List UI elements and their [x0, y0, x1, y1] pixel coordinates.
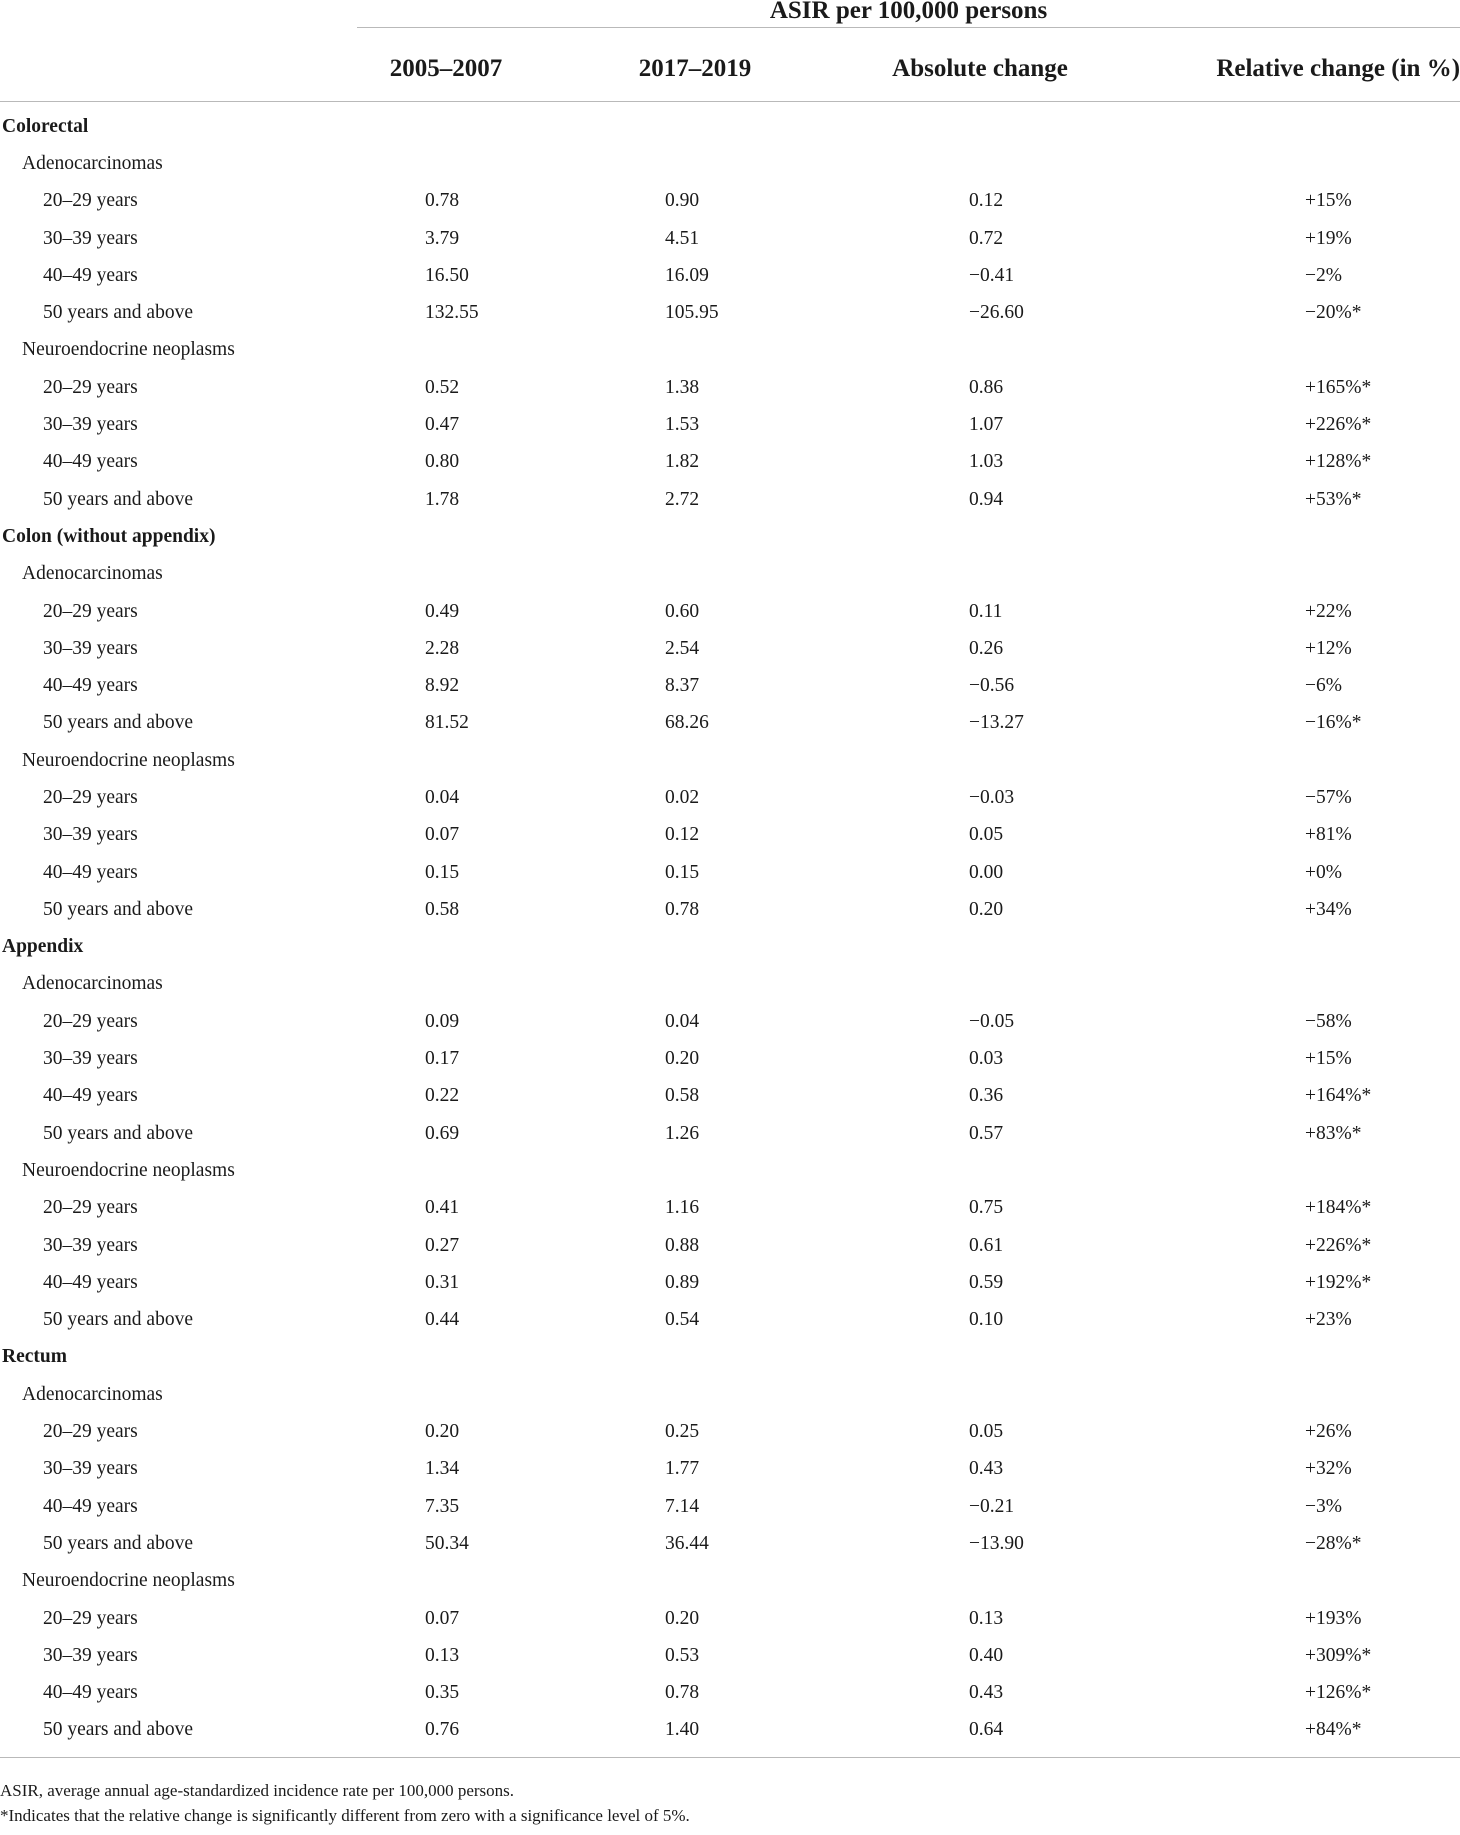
table-row [0, 183, 1460, 220]
table-row [0, 817, 1460, 854]
rate-2017-2019-cell: 1.82 [665, 451, 700, 473]
footnote-significance: *Indicates that the relative change is significantly different from zero with a significance level of 5%. [0, 1806, 690, 1825]
relative-change-cell: +32% [1305, 1458, 1352, 1480]
rate-2005-2007-cell [357, 1563, 535, 1600]
tumor-type-row [0, 556, 1460, 593]
table-row [0, 1525, 1460, 1562]
rate-2017-2019-cell: 0.20 [665, 1607, 700, 1629]
absolute-change-cell: 0.00 [969, 861, 1004, 883]
rate-2005-2007-cell: 16.50 [425, 264, 469, 286]
table-row [0, 1413, 1460, 1450]
relative-change-cell: +128%* [1305, 451, 1372, 473]
absolute-change-cell: 0.10 [969, 1309, 1004, 1331]
age-group-label: 40–49 years [43, 1495, 138, 1517]
rate-2017-2019-cell [535, 1339, 855, 1376]
rate-2017-2019-cell: 0.90 [665, 190, 700, 212]
rate-2005-2007-cell: 0.41 [425, 1197, 460, 1219]
age-group-label: 30–39 years [43, 824, 138, 846]
absolute-change-cell: 0.59 [969, 1271, 1004, 1293]
age-group-label: 30–39 years [43, 637, 138, 659]
absolute-change-cell [855, 742, 1105, 779]
rate-2005-2007-cell [357, 929, 535, 966]
rate-2017-2019-cell: 4.51 [665, 227, 700, 249]
rate-2005-2007-cell: 0.20 [425, 1421, 460, 1443]
relative-change-cell [1105, 742, 1460, 779]
absolute-change-cell: −13.90 [969, 1532, 1024, 1554]
tumor-type-label: Adenocarcinomas [22, 563, 163, 585]
relative-change-cell: +26% [1305, 1421, 1352, 1443]
relative-change-cell [1105, 1339, 1460, 1376]
age-group-label: 40–49 years [43, 451, 138, 473]
relative-change-cell: −16%* [1305, 712, 1362, 734]
age-group-label: 20–29 years [43, 1197, 138, 1219]
tumor-type-label: Adenocarcinomas [22, 1383, 163, 1405]
absolute-change-cell: 0.05 [969, 824, 1004, 846]
rate-2017-2019-cell: 0.89 [665, 1271, 700, 1293]
table-row [0, 667, 1460, 704]
column-header-relative-change: Relative change (in %) [1105, 36, 1460, 102]
rate-2005-2007-cell: 132.55 [425, 302, 479, 324]
rate-2017-2019-cell [535, 556, 855, 593]
absolute-change-cell [855, 929, 1105, 966]
site-row [0, 929, 1460, 966]
rate-2005-2007-cell: 2.28 [425, 637, 460, 659]
absolute-change-cell [855, 556, 1105, 593]
rate-2017-2019-cell: 1.16 [665, 1197, 700, 1219]
age-group-label: 30–39 years [43, 227, 138, 249]
rate-2005-2007-cell: 0.22 [425, 1085, 460, 1107]
rate-2017-2019-cell: 0.54 [665, 1309, 700, 1331]
age-group-label: 30–39 years [43, 1644, 138, 1666]
absolute-change-cell: 0.26 [969, 637, 1004, 659]
site-label: Colon (without appendix) [2, 525, 216, 547]
header-group-label: ASIR per 100,000 persons [357, 0, 1460, 28]
absolute-change-cell: 0.75 [969, 1197, 1004, 1219]
rate-2005-2007-cell: 0.04 [425, 786, 460, 808]
site-label: Colorectal [2, 115, 89, 137]
table-row [0, 1264, 1460, 1301]
age-group-label: 50 years and above [43, 712, 193, 734]
relative-change-cell: +0% [1305, 861, 1342, 883]
absolute-change-cell: 0.61 [969, 1234, 1004, 1256]
rate-2017-2019-cell [535, 1563, 855, 1600]
relative-change-cell: −2% [1305, 264, 1342, 286]
table-row [0, 630, 1460, 667]
relative-change-cell: +164%* [1305, 1085, 1372, 1107]
rate-2017-2019-cell [535, 518, 855, 555]
absolute-change-cell: 0.12 [969, 190, 1004, 212]
relative-change-cell: +23% [1305, 1309, 1352, 1331]
rate-2017-2019-cell: 0.78 [665, 898, 700, 920]
absolute-change-cell: −0.05 [969, 1010, 1015, 1032]
rate-2017-2019-cell: 0.12 [665, 824, 700, 846]
relative-change-cell: −28%* [1305, 1532, 1362, 1554]
age-group-label: 20–29 years [43, 1010, 138, 1032]
absolute-change-cell: 0.11 [969, 600, 1003, 622]
absolute-change-cell: 0.72 [969, 227, 1004, 249]
table-row [0, 1674, 1460, 1711]
relative-change-cell: +19% [1305, 227, 1352, 249]
rate-2005-2007-cell [357, 966, 535, 1003]
rate-2017-2019-cell: 0.58 [665, 1085, 700, 1107]
rate-2017-2019-cell [535, 966, 855, 1003]
tumor-type-label: Neuroendocrine neoplasms [22, 1159, 235, 1181]
table-row [0, 220, 1460, 257]
relative-change-cell: +15% [1305, 1048, 1352, 1070]
table-row [0, 1190, 1460, 1227]
age-group-label: 20–29 years [43, 190, 138, 212]
absolute-change-cell: −0.21 [969, 1495, 1015, 1517]
rate-2017-2019-cell: 2.54 [665, 637, 700, 659]
rate-2005-2007-cell [357, 102, 535, 146]
relative-change-cell: −6% [1305, 675, 1342, 697]
relative-change-cell: +226%* [1305, 414, 1372, 436]
table-row [0, 481, 1460, 518]
rate-2017-2019-cell: 36.44 [665, 1532, 709, 1554]
age-group-label: 50 years and above [43, 898, 193, 920]
tumor-type-label: Adenocarcinomas [22, 973, 163, 995]
relative-change-cell: +309%* [1305, 1644, 1372, 1666]
rate-2005-2007-cell [357, 518, 535, 555]
relative-change-cell: +12% [1305, 637, 1352, 659]
absolute-change-cell [855, 1563, 1105, 1600]
absolute-change-cell: 0.43 [969, 1682, 1004, 1704]
rate-2005-2007-cell: 50.34 [425, 1532, 469, 1554]
rate-2017-2019-cell: 0.04 [665, 1010, 700, 1032]
site-label: Rectum [2, 1346, 67, 1368]
tumor-type-row [0, 1376, 1460, 1413]
tumor-type-row [0, 966, 1460, 1003]
absolute-change-cell: 0.13 [969, 1607, 1004, 1629]
table-row [0, 1115, 1460, 1152]
rate-2005-2007-cell [357, 1339, 535, 1376]
rate-2005-2007-cell: 0.49 [425, 600, 460, 622]
age-group-label: 30–39 years [43, 1048, 138, 1070]
table-row [0, 1227, 1460, 1264]
absolute-change-cell: 0.03 [969, 1048, 1004, 1070]
header-blank-2 [0, 36, 357, 102]
relative-change-cell: +184%* [1305, 1197, 1372, 1219]
table-row [0, 1078, 1460, 1115]
rate-2005-2007-cell: 0.58 [425, 898, 460, 920]
rate-2005-2007-cell: 0.35 [425, 1682, 460, 1704]
tumor-type-row [0, 145, 1460, 182]
table-row [0, 705, 1460, 742]
table-row [0, 1302, 1460, 1339]
absolute-change-cell [855, 145, 1105, 182]
rate-2005-2007-cell: 0.15 [425, 861, 460, 883]
rate-2005-2007-cell: 1.78 [425, 488, 460, 510]
relative-change-cell: +84%* [1105, 1712, 1460, 1758]
rate-2017-2019-cell: 0.53 [665, 1644, 700, 1666]
age-group-label: 40–49 years [43, 675, 138, 697]
rate-2017-2019-cell: 8.37 [665, 675, 700, 697]
rate-2017-2019-cell: 1.40 [535, 1712, 855, 1758]
tumor-type-label: Neuroendocrine neoplasms [22, 339, 235, 361]
age-group-label: 40–49 years [43, 861, 138, 883]
column-header-absolute-change: Absolute change [855, 36, 1105, 102]
absolute-change-cell: 0.64 [855, 1712, 1105, 1758]
table-row [0, 1600, 1460, 1637]
relative-change-cell: +53%* [1305, 488, 1362, 510]
relative-change-cell: +192%* [1305, 1271, 1372, 1293]
age-group-label: 40–49 years [43, 1085, 138, 1107]
rate-2005-2007-cell: 0.76 [357, 1712, 535, 1758]
rate-2017-2019-cell [535, 929, 855, 966]
site-label: Appendix [2, 936, 84, 958]
age-group-label: 40–49 years [43, 1271, 138, 1293]
absolute-change-cell: −0.03 [969, 786, 1015, 808]
table-row [0, 294, 1460, 331]
rate-2005-2007-cell: 0.78 [425, 190, 460, 212]
rate-2005-2007-cell: 0.47 [425, 414, 460, 436]
relative-change-cell [1105, 518, 1460, 555]
rate-2017-2019-cell: 2.72 [665, 488, 700, 510]
rate-2005-2007-cell: 3.79 [425, 227, 460, 249]
absolute-change-cell: −0.41 [969, 264, 1015, 286]
rate-2005-2007-cell: 0.27 [425, 1234, 460, 1256]
table-row [0, 779, 1460, 816]
table-row [0, 1637, 1460, 1674]
relative-change-cell: −3% [1305, 1495, 1342, 1517]
relative-change-cell [1105, 1563, 1460, 1600]
rate-2005-2007-cell: 0.17 [425, 1048, 460, 1070]
rate-2005-2007-cell [357, 556, 535, 593]
absolute-change-cell: 1.07 [969, 414, 1004, 436]
relative-change-cell: +22% [1305, 600, 1352, 622]
rate-2017-2019-cell: 105.95 [665, 302, 719, 324]
relative-change-cell: +81% [1305, 824, 1352, 846]
rate-2017-2019-cell [535, 1152, 855, 1189]
absolute-change-cell: 0.20 [969, 898, 1004, 920]
age-group-label: 30–39 years [43, 1234, 138, 1256]
relative-change-cell [1105, 332, 1460, 369]
tumor-type-label: Neuroendocrine neoplasms [22, 1570, 235, 1592]
absolute-change-cell [855, 102, 1105, 146]
header-blank [0, 0, 357, 36]
age-group-label: 20–29 years [43, 600, 138, 622]
rate-2017-2019-cell [535, 102, 855, 146]
absolute-change-cell: 0.36 [969, 1085, 1004, 1107]
table-row [0, 854, 1460, 891]
tumor-type-row [0, 1152, 1460, 1189]
column-header-2017-2019: 2017–2019 [535, 36, 855, 102]
age-group-label: 20–29 years [43, 786, 138, 808]
rate-2005-2007-cell: 8.92 [425, 675, 460, 697]
relative-change-cell [1105, 556, 1460, 593]
rate-2017-2019-cell: 0.15 [665, 861, 700, 883]
tumor-type-row [0, 742, 1460, 779]
rate-2005-2007-cell: 0.80 [425, 451, 460, 473]
rate-2005-2007-cell: 0.31 [425, 1271, 460, 1293]
rate-2017-2019-cell: 1.77 [665, 1458, 700, 1480]
column-header-2005-2007: 2005–2007 [357, 36, 535, 102]
relative-change-cell [1105, 102, 1460, 146]
absolute-change-cell [855, 1376, 1105, 1413]
relative-change-cell: −57% [1305, 786, 1352, 808]
absolute-change-cell [855, 1152, 1105, 1189]
relative-change-cell: −58% [1305, 1010, 1352, 1032]
absolute-change-cell: −13.27 [969, 712, 1024, 734]
relative-change-cell [1105, 1152, 1460, 1189]
rate-2017-2019-cell: 1.26 [665, 1122, 700, 1144]
footnote-abbreviation: ASIR, average annual age-standardized incidence rate per 100,000 persons. [0, 1781, 515, 1800]
rate-2005-2007-cell [357, 332, 535, 369]
rate-2017-2019-cell: 7.14 [665, 1495, 700, 1517]
footnotes [0, 1778, 1460, 1828]
site-row [0, 518, 1460, 555]
rate-2017-2019-cell: 1.38 [665, 376, 700, 398]
age-group-label: 40–49 years [43, 264, 138, 286]
age-group-label: 50 years and above [43, 488, 193, 510]
absolute-change-cell: 0.43 [969, 1458, 1004, 1480]
absolute-change-cell: 0.57 [969, 1122, 1004, 1144]
age-group-label: 30–39 years [43, 414, 138, 436]
table-body [0, 102, 1460, 1758]
rate-2005-2007-cell: 0.07 [425, 824, 460, 846]
absolute-change-cell: −26.60 [969, 302, 1024, 324]
rate-2005-2007-cell: 0.13 [425, 1644, 460, 1666]
rate-2005-2007-cell: 1.34 [425, 1458, 460, 1480]
absolute-change-cell: 0.40 [969, 1644, 1004, 1666]
age-group-label: 50 years and above [43, 1532, 193, 1554]
rate-2017-2019-cell: 1.53 [665, 414, 700, 436]
age-group-label: 50 years and above [43, 1122, 193, 1144]
absolute-change-cell: 0.05 [969, 1421, 1004, 1443]
tumor-type-row [0, 332, 1460, 369]
age-group-label: 20–29 years [43, 376, 138, 398]
relative-change-cell [1105, 929, 1460, 966]
rate-2017-2019-cell: 0.88 [665, 1234, 700, 1256]
relative-change-cell: +34% [1305, 898, 1352, 920]
absolute-change-cell [855, 332, 1105, 369]
relative-change-cell: +193% [1305, 1607, 1362, 1629]
rate-2005-2007-cell [357, 1376, 535, 1413]
table-row [0, 1451, 1460, 1488]
tumor-type-label: Neuroendocrine neoplasms [22, 749, 235, 771]
relative-change-cell: +165%* [1305, 376, 1372, 398]
rate-2005-2007-cell: 81.52 [425, 712, 469, 734]
rate-2017-2019-cell [535, 1376, 855, 1413]
rate-2005-2007-cell: 0.09 [425, 1010, 460, 1032]
relative-change-cell: +226%* [1305, 1234, 1372, 1256]
rate-2005-2007-cell: 0.69 [425, 1122, 460, 1144]
age-group-label: 50 years and above [43, 1309, 193, 1331]
rate-2005-2007-cell [357, 1152, 535, 1189]
rate-2017-2019-cell: 0.02 [665, 786, 700, 808]
age-group-label: 30–39 years [43, 1458, 138, 1480]
age-group-label: 50 years and above [0, 1712, 357, 1758]
rate-2005-2007-cell: 0.44 [425, 1309, 460, 1331]
table-row [0, 891, 1460, 928]
relative-change-cell [1105, 1376, 1460, 1413]
rate-2017-2019-cell [535, 742, 855, 779]
age-group-label: 20–29 years [43, 1607, 138, 1629]
age-group-label: 40–49 years [43, 1682, 138, 1704]
rate-2005-2007-cell: 0.07 [425, 1607, 460, 1629]
tumor-type-label: Adenocarcinomas [22, 152, 163, 174]
rate-2017-2019-cell [535, 332, 855, 369]
age-group-label: 20–29 years [43, 1421, 138, 1443]
rate-2017-2019-cell: 0.60 [665, 600, 700, 622]
table-row [0, 369, 1460, 406]
absolute-change-cell: 0.94 [969, 488, 1004, 510]
rate-2017-2019-cell: 0.25 [665, 1421, 700, 1443]
relative-change-cell: +126%* [1305, 1682, 1372, 1704]
absolute-change-cell [855, 518, 1105, 555]
tumor-type-row [0, 1563, 1460, 1600]
absolute-change-cell: −0.56 [969, 675, 1015, 697]
table-row [0, 1488, 1460, 1525]
absolute-change-cell [855, 1339, 1105, 1376]
site-row [0, 1339, 1460, 1376]
relative-change-cell [1105, 145, 1460, 182]
table-row [0, 1040, 1460, 1077]
site-row [0, 102, 1460, 146]
age-group-label: 50 years and above [43, 302, 193, 324]
rate-2005-2007-cell: 7.35 [425, 1495, 460, 1517]
absolute-change-cell: 0.86 [969, 376, 1004, 398]
table-row [0, 1712, 1460, 1758]
table-row [0, 257, 1460, 294]
table-row [0, 593, 1460, 630]
table-row [0, 406, 1460, 443]
header-group [357, 0, 1460, 36]
rate-2017-2019-cell [535, 145, 855, 182]
table-row [0, 1003, 1460, 1040]
rate-2005-2007-cell [357, 742, 535, 779]
rate-2017-2019-cell: 16.09 [665, 264, 709, 286]
absolute-change-cell [855, 966, 1105, 1003]
relative-change-cell: +83%* [1305, 1122, 1362, 1144]
rate-2005-2007-cell [357, 145, 535, 182]
relative-change-cell: −20%* [1305, 302, 1362, 324]
rate-2005-2007-cell: 0.52 [425, 376, 460, 398]
relative-change-cell: +15% [1305, 190, 1352, 212]
rate-2017-2019-cell: 68.26 [665, 712, 709, 734]
rate-2017-2019-cell: 0.20 [665, 1048, 700, 1070]
rate-2017-2019-cell: 0.78 [665, 1682, 700, 1704]
table-row [0, 444, 1460, 481]
absolute-change-cell: 1.03 [969, 451, 1004, 473]
table-header [0, 0, 1460, 102]
relative-change-cell [1105, 966, 1460, 1003]
